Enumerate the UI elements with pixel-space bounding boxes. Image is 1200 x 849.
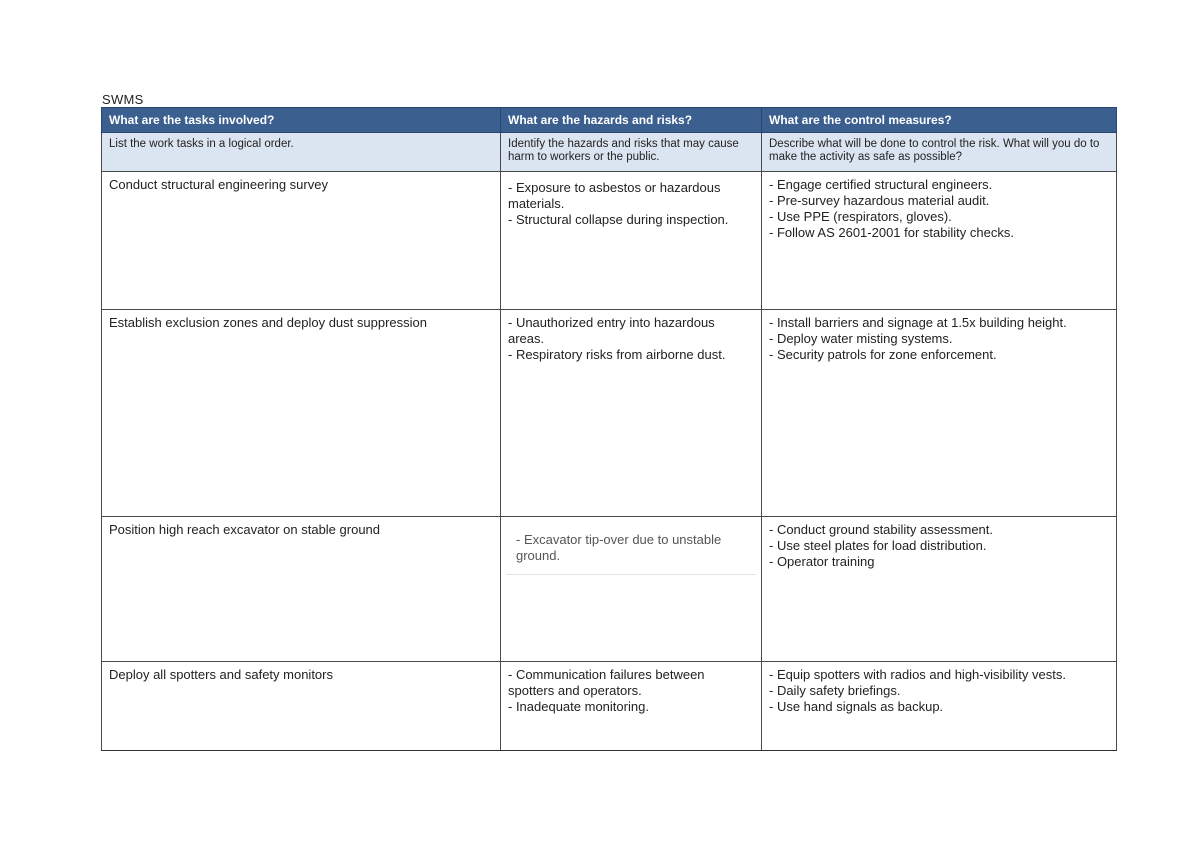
- task-text: Deploy all spotters and safety monitors: [109, 667, 333, 682]
- control-item: - Daily safety briefings.: [769, 683, 901, 698]
- control-item: - Deploy water misting systems.: [769, 331, 953, 346]
- header-controls: What are the control measures?: [762, 108, 1117, 133]
- swms-table: [101, 107, 1117, 751]
- control-item: - Use steel plates for load distribution.: [769, 538, 987, 553]
- task-cell[interactable]: [102, 662, 501, 751]
- controls-cell[interactable]: [762, 310, 1117, 517]
- hazards-cell[interactable]: [501, 517, 762, 662]
- hazard-item: - Excavator tip-over due to unstable ground.: [516, 532, 722, 563]
- controls-cell[interactable]: [762, 662, 1117, 751]
- table-row: [102, 517, 1117, 662]
- header-row: [102, 108, 1117, 133]
- hazards-cell[interactable]: [501, 310, 762, 517]
- header-hazards: What are the hazards and risks?: [501, 108, 762, 133]
- hazard-item: - Communication failures between spotters and operators.: [508, 667, 705, 698]
- hazard-item: - Respiratory risks from airborne dust.: [508, 347, 726, 362]
- table-row: [102, 172, 1117, 310]
- control-item: - Security patrols for zone enforcement.: [769, 347, 997, 362]
- task-cell[interactable]: [102, 172, 501, 310]
- controls-cell[interactable]: [762, 172, 1117, 310]
- controls-cell[interactable]: [762, 517, 1117, 662]
- task-text: Position high reach excavator on stable ground: [109, 522, 381, 537]
- guidance-row: [102, 133, 1117, 172]
- control-item: - Follow AS 2601-2001 for stability checks.: [769, 225, 1014, 240]
- control-item: - Engage certified structural engineers.: [769, 177, 993, 192]
- hazards-cell[interactable]: [501, 172, 762, 310]
- guidance-controls: Describe what will be done to control the risk. What will you do to make the activity as safe as possible?: [762, 133, 1117, 172]
- task-text: Establish exclusion zones and deploy dust suppression: [109, 315, 427, 330]
- task-cell[interactable]: [102, 517, 501, 662]
- guidance-hazards: Identify the hazards and risks that may cause harm to workers or the public.: [501, 133, 762, 172]
- control-item: - Use hand signals as backup.: [769, 699, 944, 714]
- control-item: - Equip spotters with radios and high-visibility vests.: [769, 667, 1066, 682]
- header-tasks: What are the tasks involved?: [102, 108, 501, 133]
- task-cell[interactable]: [102, 310, 501, 517]
- hazard-inner-box: [506, 522, 756, 575]
- control-item: - Install barriers and signage at 1.5x building height.: [769, 315, 1067, 330]
- table-row: [102, 310, 1117, 517]
- table-row: [102, 662, 1117, 751]
- hazard-item: - Exposure to asbestos or hazardous materials.: [508, 180, 721, 211]
- task-text: Conduct structural engineering survey: [109, 177, 328, 192]
- guidance-tasks: List the work tasks in a logical order.: [102, 133, 501, 172]
- hazards-cell[interactable]: [501, 662, 762, 751]
- hazard-item: - Structural collapse during inspection.: [508, 212, 729, 227]
- document-title: SWMS: [102, 92, 144, 107]
- control-item: - Pre-survey hazardous material audit.: [769, 193, 990, 208]
- control-item: - Conduct ground stability assessment.: [769, 522, 993, 537]
- control-item: - Operator training: [769, 554, 875, 569]
- hazard-item: - Inadequate monitoring.: [508, 699, 649, 714]
- hazard-item: - Unauthorized entry into hazardous areas.: [508, 315, 715, 346]
- control-item: - Use PPE (respirators, gloves).: [769, 209, 952, 224]
